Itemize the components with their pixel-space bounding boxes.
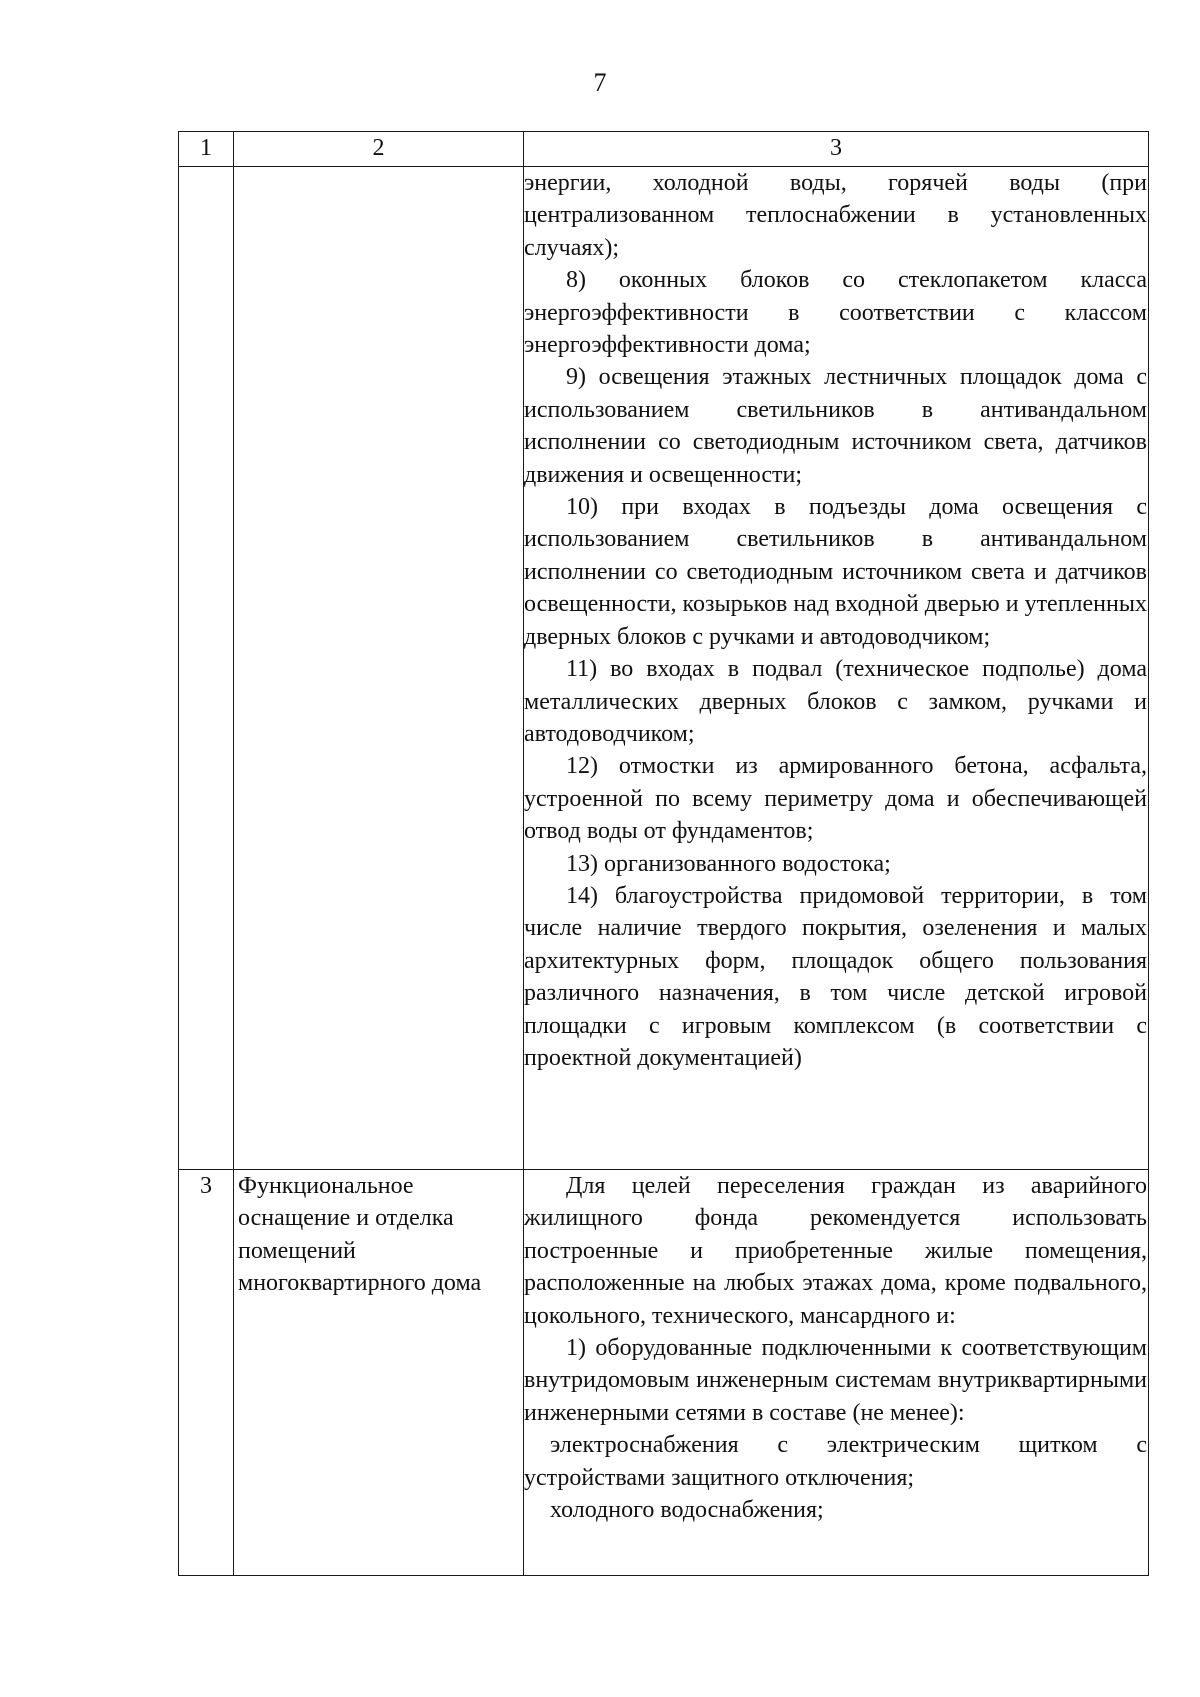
content-paragraph: 1) оборудованные подключенными к соответствующим внутридомовым инженерным системам внутриквартирными инженерными сетями в составе (не менее):: [524, 1335, 1147, 1426]
header-cell-1: 1: [179, 132, 234, 167]
content-paragraph: 9) освещения этажных лестничных площадок дома с использованием светильников в антивандальном исполнении со светодиодным источником света, датчиков движения и освещенности;: [524, 364, 1147, 488]
content-paragraph: 14) благоустройства придомовой территории, в том числе наличие твердого покрытия, озеленения и малых архитектурных форм, площадок общего пользования различного назначения, в том числе детской игровой площадки с игровым комплексом (в соответствии с проектной документацией): [524, 882, 1147, 1071]
row-number-cell: 3: [179, 1170, 234, 1576]
content-paragraph: 10) при входах в подъезды дома освещения с использованием светильников в антивандальном исполнении со светодиодным источником света и датчиков освещенности, козырьков над входной дверью и утепленных дверных блоков с ручками и автодоводчиком;: [524, 494, 1147, 650]
page-number: 7: [593, 68, 607, 97]
content-paragraph: электроснабжения с электрическим щитком с устройствами защитного отключения;: [524, 1432, 1147, 1491]
table-header-row: [179, 132, 1149, 167]
header-cell-3: 3: [524, 132, 1149, 167]
row-name-cell: [234, 167, 524, 1170]
requirements-table: [178, 131, 1149, 1576]
table-row: [179, 1170, 1149, 1576]
table-row: [179, 167, 1149, 1170]
content-paragraph: Для целей переселения граждан из аварийного жилищного фонда рекомендуется использовать построенные и приобретенные жилые помещения, расположенные на любых этажах дома, кроме подвального, цокольного, технического, мансардного и:: [524, 1173, 1147, 1329]
content-paragraph: холодного водоснабжения;: [550, 1497, 824, 1524]
header-cell-2: 2: [234, 132, 524, 167]
content-paragraph: 11) во входах в подвал (техническое подполье) дома металлических дверных блоков с замком, ручками и автодоводчиком;: [524, 656, 1147, 747]
row-content-cell: [524, 167, 1149, 1170]
row-name-cell: Функциональное оснащение и отделка помещений многоквартирного дома: [234, 1170, 524, 1576]
row-number-cell: [179, 167, 234, 1170]
content-paragraph: 13) организованного водостока;: [566, 850, 891, 877]
content-paragraph: 12) отмостки из армированного бетона, асфальта, устроенной по всему периметру дома и обеспечивающей отвод воды от фундаментов;: [524, 753, 1147, 845]
row-content-cell: [524, 1170, 1149, 1576]
content-paragraph: энергии, холодной воды, горячей воды (при централизованном теплоснабжении в установленных случаях);: [524, 170, 1147, 261]
content-paragraph: 8) оконных блоков со стеклопакетом класса энергоэффективности в соответствии с классом энергоэффективности дома;: [524, 267, 1147, 359]
